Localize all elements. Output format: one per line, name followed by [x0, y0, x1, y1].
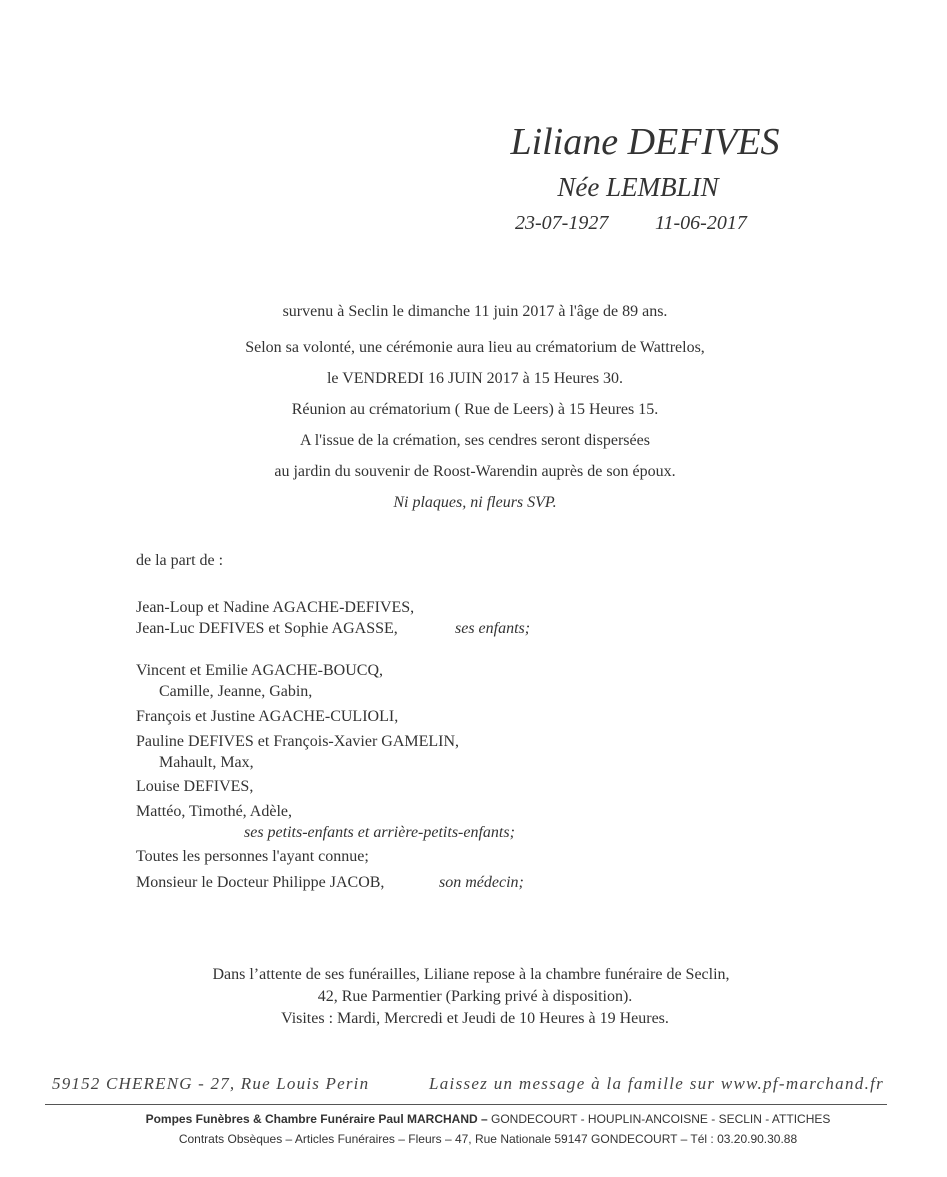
grandchild-entry: Mattéo, Timothé, Adèle, — [136, 803, 292, 820]
grandchildren-role: ses petits-enfants et arrière-petits-enfants; — [244, 824, 515, 841]
footer-divider — [45, 1104, 887, 1105]
grandchild-entry: Mahault, Max, — [159, 754, 254, 771]
death-date: 11-06-2017 — [655, 212, 747, 234]
announcement-line: survenu à Seclin le dimanche 11 juin 2017 à l'âge de 89 ans. — [282, 303, 668, 320]
grandchild-entry: Camille, Jeanne, Gabin, — [159, 683, 313, 700]
others-entry: Toutes les personnes l'ayant connue; — [136, 848, 369, 865]
services-line: Contrats Obsèques – Articles Funéraires – Fleurs – 47, Rue Nationale 59147 GONDECOURT – Tél : 03.20.90.30.88 — [178, 1132, 798, 1146]
family-intro: de la part de : — [136, 552, 224, 569]
child-entry: Jean-Loup et Nadine AGACHE-DEFIVES, — [136, 599, 415, 616]
birth-date: 23-07-1927 — [515, 212, 609, 234]
doctor-role: son médecin; — [439, 874, 524, 891]
child-entry: Jean-Luc DEFIVES et Sophie AGASSE, — [136, 620, 398, 637]
visitation-line: 42, Rue Parmentier (Parking privé à disposition). — [317, 988, 633, 1005]
children-role: ses enfants; — [455, 620, 531, 637]
announcement-line: Réunion au crématorium ( Rue de Leers) à 15 Heures 15. — [291, 401, 659, 418]
grandchild-entry: Vincent et Emilie AGACHE-BOUCQ, — [136, 662, 384, 679]
company-line — [0, 1112, 947, 1126]
announcement-line: Selon sa volonté, une cérémonie aura lieu au crématorium de Wattrelos, — [245, 339, 705, 356]
grandchild-entry: Pauline DEFIVES et François-Xavier GAMELIN, — [136, 733, 460, 750]
no-flowers-note: Ni plaques, ni fleurs SVP. — [393, 494, 557, 511]
announcement-line: le VENDREDI 16 JUIN 2017 à 15 Heures 30. — [326, 370, 624, 387]
announcement-line: au jardin du souvenir de Roost-Warendin auprès de son époux. — [274, 463, 676, 480]
grandchild-entry: Louise DEFIVES, — [136, 778, 254, 795]
company-towns: GONDECOURT - HOUPLIN-ANCOISNE - SECLIN - ATTICHES — [487, 1112, 831, 1126]
deceased-name: Liliane DEFIVES — [510, 121, 780, 163]
announcement-line: A l'issue de la crémation, ses cendres seront dispersées — [300, 432, 650, 449]
maiden-name: Née LEMBLIN — [557, 172, 719, 202]
visitation-line: Dans l’attente de ses funérailles, Liliane repose à la chambre funéraire de Seclin, — [212, 966, 730, 983]
company-name: Pompes Funèbres & Chambre Funéraire Paul MARCHAND – — [145, 1112, 488, 1126]
doctor-entry: Monsieur le Docteur Philippe JACOB, — [136, 874, 385, 891]
website-message[interactable]: Laissez un message à la famille sur www.pf-marchand.fr — [429, 1074, 885, 1093]
visitation-line: Visites : Mardi, Mercredi et Jeudi de 10 Heures à 19 Heures. — [281, 1010, 669, 1027]
funeral-home-address: 59152 CHERENG - 27, Rue Louis Perin — [52, 1074, 370, 1093]
grandchild-entry: François et Justine AGACHE-CULIOLI, — [136, 708, 399, 725]
